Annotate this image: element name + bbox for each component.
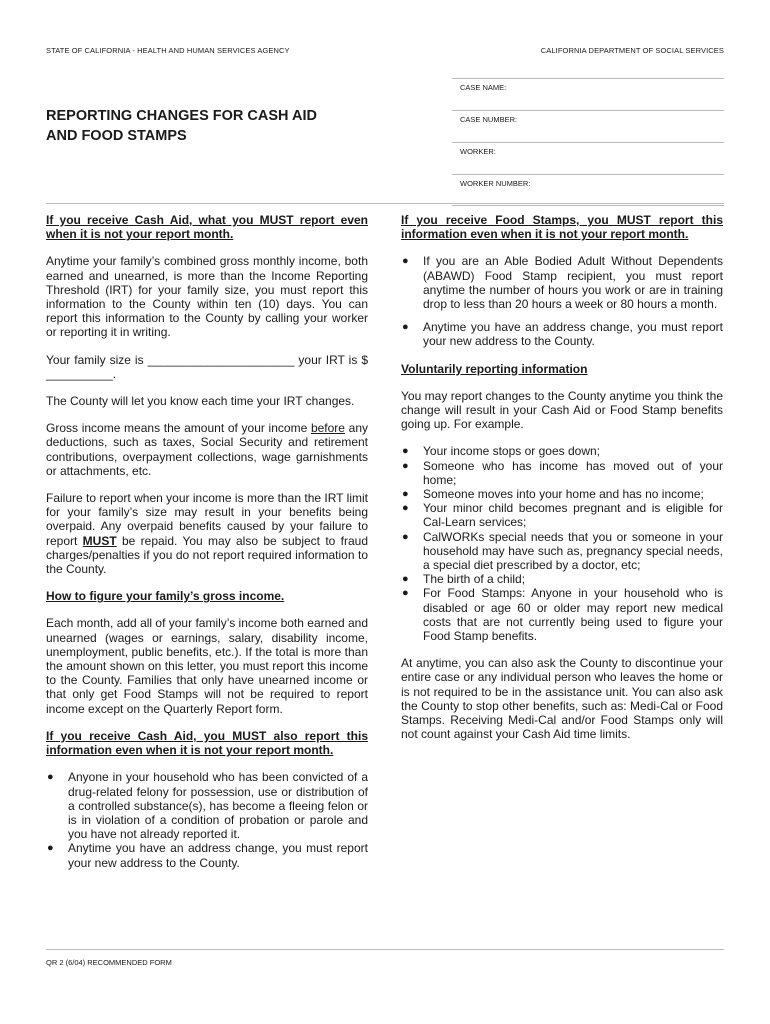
list-item-text: Anytime you have an address change, you must report your new address to the County. <box>423 320 723 349</box>
cash-aid-also-report-heading: If you receive Cash Aid, you MUST also report this information even when it is not your report month. <box>46 728 368 758</box>
before-underlined: before <box>310 421 345 436</box>
list-item-text: Someone moves into your home and has no income; <box>423 487 704 502</box>
footer-divider <box>46 949 724 950</box>
list-item <box>401 501 723 529</box>
case-number-field[interactable]: CASE NUMBER: <box>452 110 724 142</box>
failure-text-1: Failure to report when your income is more than the IRT limit for your family’s size may result in your benefits being overpaid. Any overpaid benefits caused by your failure to report <box>46 491 368 548</box>
food-stamps-report-list <box>401 254 723 348</box>
bullet-icon: ● <box>402 321 409 334</box>
list-item <box>401 254 723 311</box>
list-item <box>401 586 723 643</box>
list-item <box>46 770 368 841</box>
form-title <box>46 106 376 146</box>
right-column <box>401 213 723 755</box>
case-name-field[interactable]: CASE NAME: <box>452 78 724 110</box>
list-item-text: Anyone in your household who has been convicted of a drug-related felony for possession, use or distribution of a controlled substance(s), has become a fleeing felon or is in violation of a condition of probation or parole and you have not already reported it. <box>68 770 368 842</box>
list-item <box>401 459 723 487</box>
must-emphasis: MUST <box>82 533 117 548</box>
list-item-text: Anytime you have an address change, you must report your new address to the County. <box>68 841 368 870</box>
list-item <box>401 444 723 458</box>
cash-aid-must-report-heading: If you receive Cash Aid, what you MUST report even when it is not your report month. <box>46 213 368 242</box>
voluntary-reporting-list <box>401 444 723 643</box>
gross-income-text-1: Gross income means the amount of your income <box>46 421 311 436</box>
family-size-irt-line: Your family size is ______________________ your IRT is $ __________. <box>46 352 368 381</box>
bullet-icon: ● <box>402 587 409 600</box>
bullet-icon: ● <box>402 488 409 501</box>
list-item-text: Someone who has income has moved out of your home; <box>423 458 723 487</box>
cash-aid-report-list <box>46 770 368 869</box>
bullet-icon: ● <box>47 842 54 855</box>
agency-header: STATE OF CALIFORNIA - HEALTH AND HUMAN SERVICES AGENCY <box>46 46 290 55</box>
worker-field[interactable]: WORKER: <box>452 142 724 174</box>
irt-paragraph: Anytime your family’s combined gross monthly income, both earned and unearned, is more than the Income Reporting Threshold (IRT) for your family size, you must report this information to the County within ten (10) days. You can report this information to the County by calling your worker or reporting it in writing. <box>46 254 368 340</box>
monthly-income-paragraph: Each month, add all of your family’s income both earned and unearned (wages or earnings, salary, disability income, unemployment, public benefits, etc.). If the total is more than the amount shown on this letter, you must report this income to the County. Families that only have unearned income or that only get Food Stamps will not be required to report income except on the Quarterly Report form. <box>46 616 368 716</box>
header-divider <box>46 203 724 204</box>
worker-number-field[interactable]: WORKER NUMBER: <box>452 174 724 206</box>
list-item <box>401 487 723 501</box>
voluntary-reporting-intro: You may report changes to the County anytime you think the change will result in your Cash Aid or Food Stamp benefits going up. For example. <box>401 388 723 432</box>
voluntary-reporting-heading: Voluntarily reporting information <box>401 361 588 376</box>
list-item <box>401 320 723 348</box>
list-item-text: Your income stops or goes down; <box>423 444 600 459</box>
figure-gross-income-heading: How to figure your family’s gross income. <box>46 589 285 604</box>
list-item <box>401 572 723 586</box>
list-item <box>46 841 368 869</box>
list-item-text: The birth of a child; <box>423 572 526 587</box>
list-item-text: Your minor child becomes pregnant and is eligible for Cal-Learn services; <box>423 501 723 530</box>
failure-text-2: be repaid. You may also be subject to fraud charges/penalties if you do not report required information to the County. <box>46 533 368 577</box>
list-item-text: CalWORKs special needs that you or someone in your household may have such as, pregnancy special needs, a special diet prescribed by a doctor, etc; <box>423 529 723 573</box>
food-stamps-must-report-heading: If you receive Food Stamps, you MUST report this information even when it is not your report month. <box>401 213 723 242</box>
discontinue-case-paragraph: At anytime, you can also ask the County to discontinue your entire case or any individual person who leaves the home or is not required to be in the assistance unit. You can also ask the County to stop other benefits, such as: Medi-Cal or Food Stamps. Receiving Medi-Cal and/or Food Stamps only will not count against your Cash Aid time limits. <box>401 656 723 742</box>
bullet-icon: ● <box>402 502 409 515</box>
gross-income-definition <box>46 421 368 478</box>
bullet-icon: ● <box>402 445 409 458</box>
list-item-text: For Food Stamps: Anyone in your household who is disabled or age 60 or older may report new medical costs that are not currently being used to figure your Food Stamp benefits. <box>423 586 723 644</box>
form-title-line-1: REPORTING CHANGES FOR CASH AID <box>46 108 317 124</box>
department-header: CALIFORNIA DEPARTMENT OF SOCIAL SERVICES <box>540 46 724 55</box>
bullet-icon: ● <box>402 459 409 472</box>
bullet-icon: ● <box>47 771 54 784</box>
irt-change-note: The County will let you know each time your IRT changes. <box>46 394 355 409</box>
form-title-line-2: AND FOOD STAMPS <box>46 128 187 144</box>
form-number-footer: QR 2 (6/04) RECOMMENDED FORM <box>46 958 172 967</box>
left-column <box>46 213 368 883</box>
gross-income-text-2: any deductions, such as taxes, Social Security and retirement contributions, overpayment collections, wage garnishments or attachments, etc. <box>46 421 369 478</box>
case-info-box <box>452 78 724 206</box>
list-item-text: If you are an Able Bodied Adult Without Dependents (ABAWD) Food Stamp recipient, you must report anytime the number of hours you work or are in training drop to less than 20 hours a week or 80 hours a month. <box>423 254 723 312</box>
list-item <box>401 530 723 573</box>
bullet-icon: ● <box>402 573 409 586</box>
failure-to-report-paragraph <box>46 491 368 576</box>
bullet-icon: ● <box>402 530 409 543</box>
bullet-icon: ● <box>402 255 409 268</box>
